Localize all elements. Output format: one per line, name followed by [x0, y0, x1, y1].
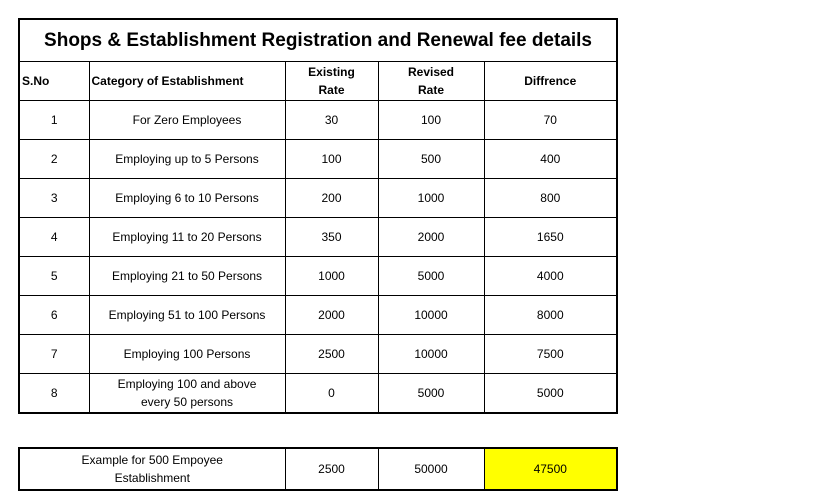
cell-revised: 500	[378, 140, 484, 179]
cell-category: Employing 51 to 100 Persons	[89, 296, 285, 335]
cell-revised: 10000	[378, 296, 484, 335]
cell-existing: 2500	[285, 335, 378, 374]
table-row	[19, 296, 617, 335]
cell-existing: 30	[285, 101, 378, 140]
header-category: Category of Establishment	[89, 62, 285, 101]
example-existing: 2500	[285, 448, 378, 490]
cell-revised: 1000	[378, 179, 484, 218]
example-table	[18, 447, 618, 491]
cell-revised: 10000	[378, 335, 484, 374]
header-existing-rate	[285, 62, 378, 101]
title-row	[19, 19, 617, 62]
cell-category-line2: every 50 persons	[140, 395, 234, 409]
example-label-line2: Establishment	[114, 471, 190, 485]
cell-revised: 2000	[378, 218, 484, 257]
cell-difference: 1650	[484, 218, 617, 257]
cell-difference: 5000	[484, 374, 617, 414]
cell-existing: 2000	[285, 296, 378, 335]
example-row	[19, 448, 617, 490]
cell-sno: 6	[19, 296, 89, 335]
cell-existing: 100	[285, 140, 378, 179]
header-existing-line1: Existing	[308, 65, 355, 79]
fee-details-table	[18, 18, 618, 414]
cell-sno: 8	[19, 374, 89, 414]
table-row	[19, 257, 617, 296]
cell-revised: 5000	[378, 257, 484, 296]
example-revised: 50000	[378, 448, 484, 490]
cell-category: Employing 21 to 50 Persons	[89, 257, 285, 296]
cell-sno: 1	[19, 101, 89, 140]
cell-difference: 4000	[484, 257, 617, 296]
example-label-line1: Example for 500 Empoyee	[81, 453, 223, 467]
header-existing-line2: Rate	[318, 83, 345, 97]
cell-category: Employing 6 to 10 Persons	[89, 179, 285, 218]
cell-category	[89, 374, 285, 414]
cell-category: Employing up to 5 Persons	[89, 140, 285, 179]
table-row	[19, 374, 617, 414]
cell-difference: 800	[484, 179, 617, 218]
cell-sno: 7	[19, 335, 89, 374]
cell-category: For Zero Employees	[89, 101, 285, 140]
cell-sno: 2	[19, 140, 89, 179]
cell-revised: 5000	[378, 374, 484, 414]
example-label	[19, 448, 285, 490]
header-row	[19, 62, 617, 101]
header-revised-line1: Revised	[407, 65, 455, 79]
cell-difference: 8000	[484, 296, 617, 335]
cell-difference: 7500	[484, 335, 617, 374]
header-sno: S.No	[19, 62, 89, 101]
example-difference-highlight: 47500	[484, 448, 617, 490]
cell-sno: 5	[19, 257, 89, 296]
table-row	[19, 140, 617, 179]
cell-difference: 70	[484, 101, 617, 140]
cell-existing: 200	[285, 179, 378, 218]
cell-category-line1: Employing 100 and above	[117, 377, 257, 391]
header-revised-rate	[378, 62, 484, 101]
cell-revised: 100	[378, 101, 484, 140]
cell-existing: 350	[285, 218, 378, 257]
cell-category: Employing 100 Persons	[89, 335, 285, 374]
cell-existing: 0	[285, 374, 378, 414]
cell-existing: 1000	[285, 257, 378, 296]
cell-category: Employing 11 to 20 Persons	[89, 218, 285, 257]
cell-sno: 3	[19, 179, 89, 218]
table-row	[19, 335, 617, 374]
cell-sno: 4	[19, 218, 89, 257]
table-title: Shops & Establishment Registration and Renewal fee details	[19, 19, 617, 62]
table-row	[19, 179, 617, 218]
table-row	[19, 101, 617, 140]
header-difference: Diffrence	[484, 62, 617, 101]
cell-difference: 400	[484, 140, 617, 179]
table-row	[19, 218, 617, 257]
header-revised-line2: Rate	[417, 83, 444, 97]
